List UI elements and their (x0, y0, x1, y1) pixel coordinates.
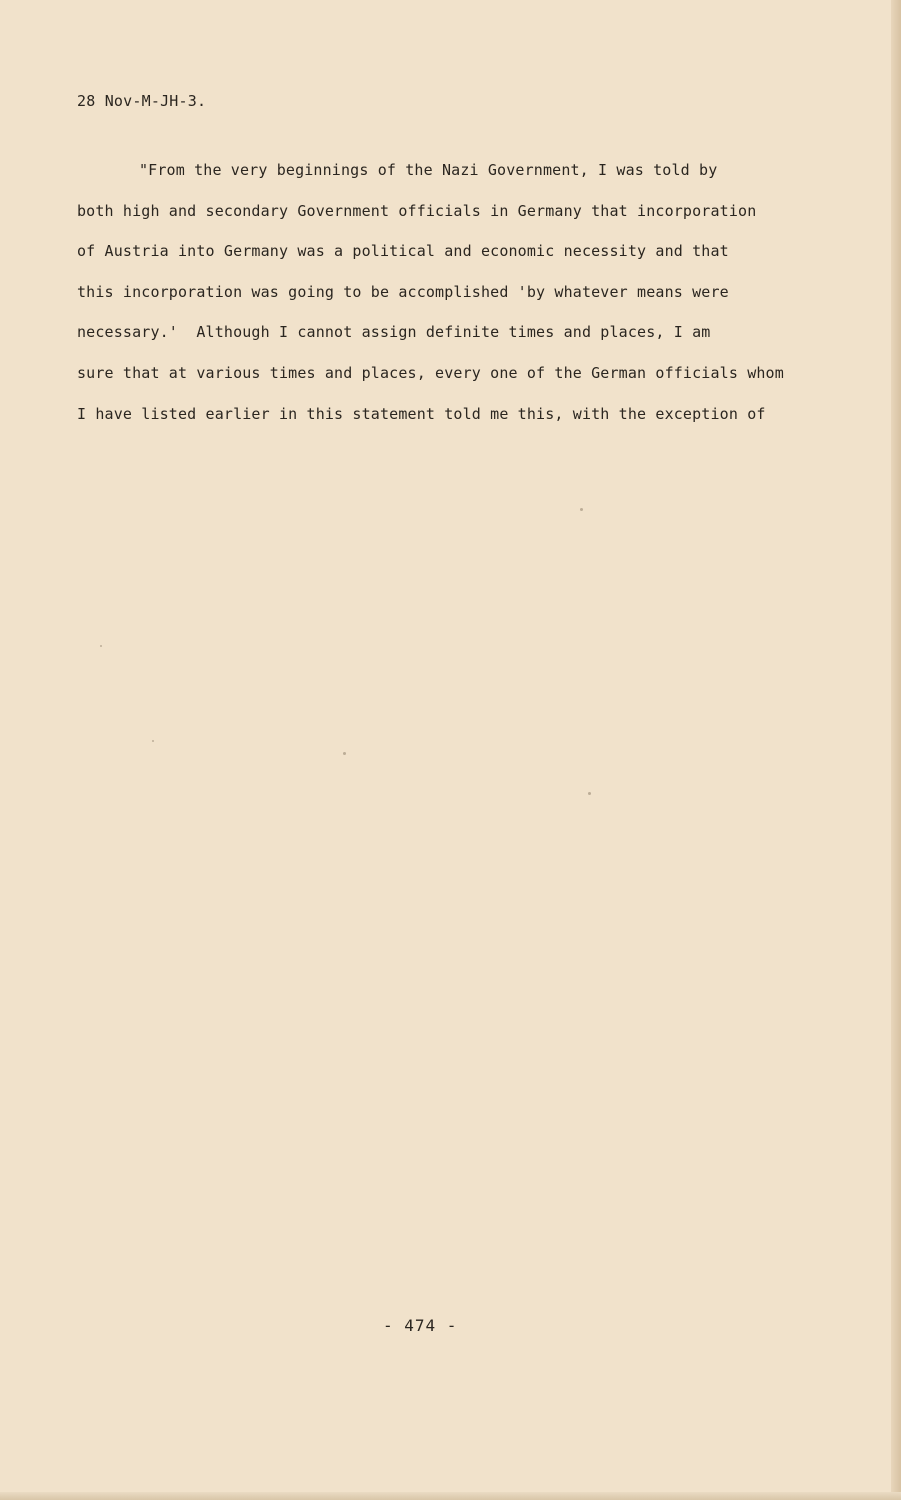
paragraph-line: "From the very beginnings of the Nazi Government, I was told by (139, 161, 718, 179)
document-reference: 28 Nov-M-JH-3. (77, 92, 207, 110)
paper-speck (100, 645, 102, 647)
paragraph-line: necessary.' Although I cannot assign definite times and places, I am (77, 323, 711, 342)
statement-paragraph (77, 150, 867, 434)
page-number: - 474 - (383, 1316, 458, 1335)
paragraph-line: I have listed earlier in this statement told me this, with the exception of (77, 404, 766, 423)
paragraph-line: sure that at various times and places, every one of the German officials whom (77, 363, 784, 382)
paper-speck (152, 740, 154, 742)
paper-speck (588, 792, 591, 795)
page-edge (891, 0, 901, 1500)
paper-speck (580, 508, 583, 511)
paragraph-line: of Austria into Germany was a political and economic necessity and that (77, 242, 729, 261)
paragraph-line: both high and secondary Government officials in Germany that incorporation (77, 201, 757, 220)
paper-speck (343, 752, 346, 755)
paragraph-line: this incorporation was going to be accomplished 'by whatever means were (77, 282, 729, 301)
page-edge (0, 1492, 901, 1500)
